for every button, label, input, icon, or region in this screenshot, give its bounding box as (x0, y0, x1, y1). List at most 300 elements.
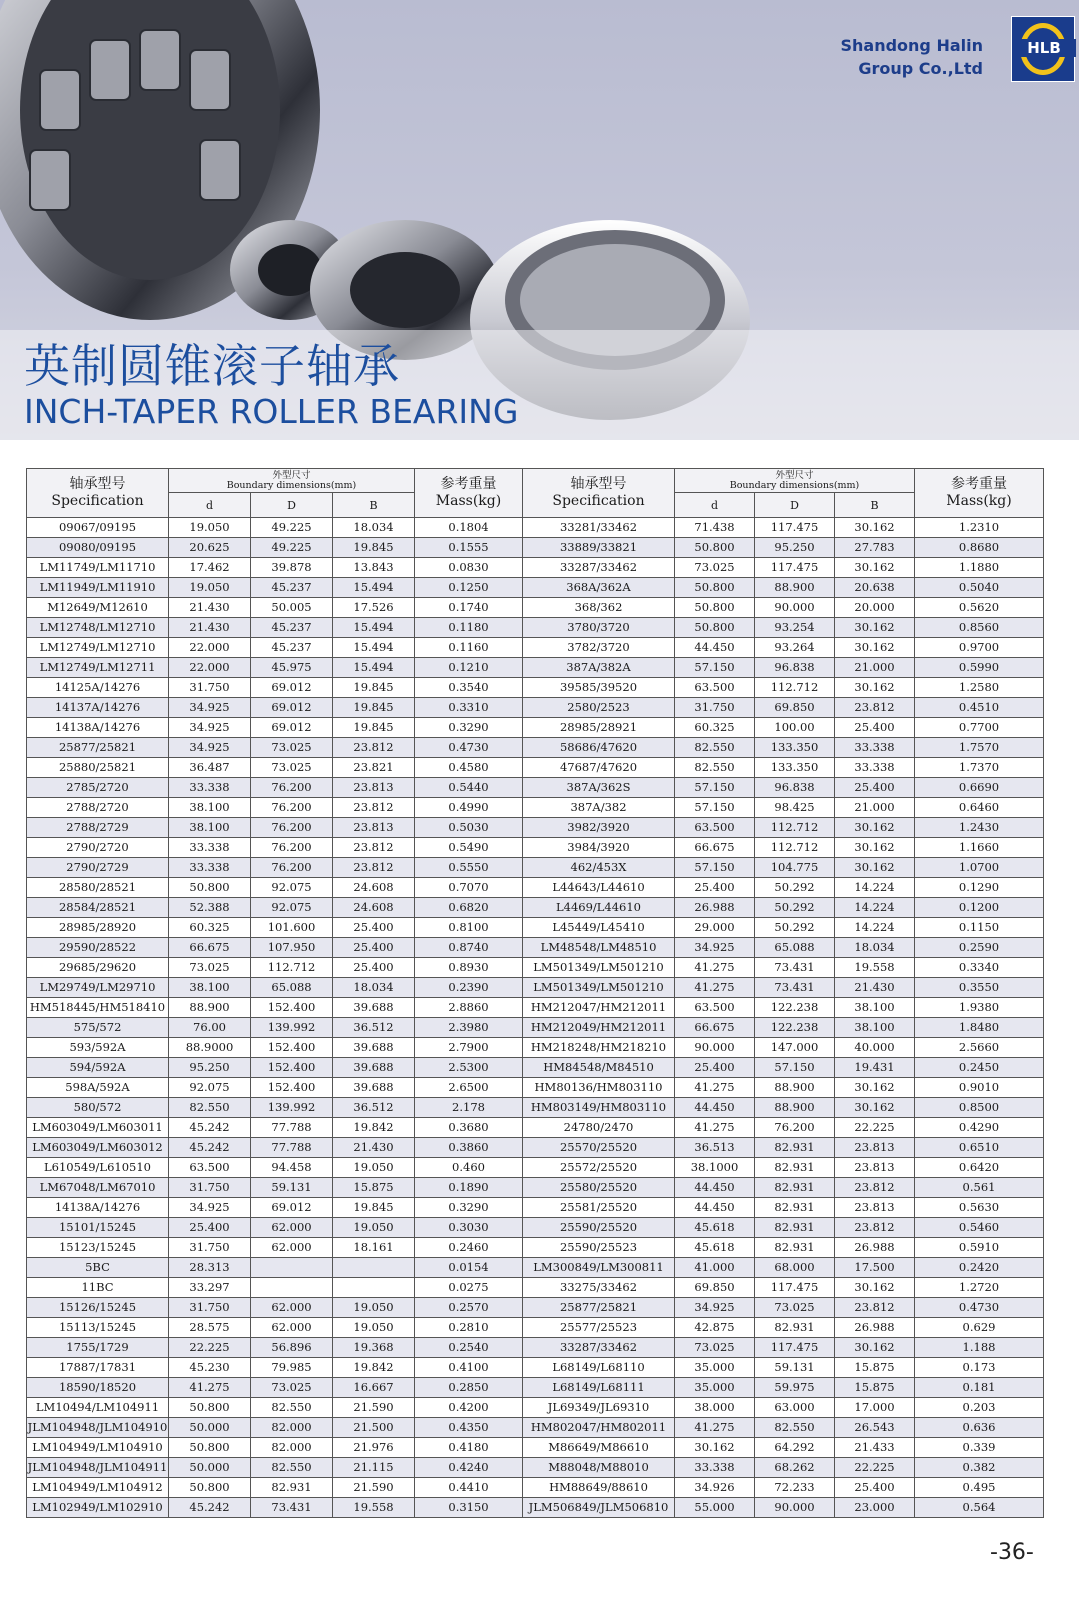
table-row (27, 818, 523, 838)
d-cell: 50.800 (675, 598, 755, 618)
mass-cell: 0.4240 (415, 1458, 523, 1478)
B-cell: 15.875 (835, 1378, 915, 1398)
B-cell: 39.688 (333, 1058, 415, 1078)
D-cell: 65.088 (251, 978, 333, 998)
spec-cell: 14125A/14276 (27, 678, 169, 698)
D-cell: 117.475 (755, 1338, 835, 1358)
mass-cell: 0.495 (915, 1478, 1044, 1498)
B-cell: 39.688 (333, 1038, 415, 1058)
table-row (27, 738, 523, 758)
d-cell: 92.075 (169, 1078, 251, 1098)
d-cell: 73.025 (675, 1338, 755, 1358)
col-d-header: d (169, 493, 251, 518)
d-cell: 42.875 (675, 1318, 755, 1338)
d-cell: 44.450 (675, 1178, 755, 1198)
D-cell: 82.000 (251, 1418, 333, 1438)
spec-cell: HM88649/88610 (523, 1478, 675, 1498)
B-cell: 15.875 (835, 1358, 915, 1378)
B-cell: 23.812 (333, 838, 415, 858)
table-row (27, 1018, 523, 1038)
d-cell: 44.450 (675, 1198, 755, 1218)
table-row (27, 1418, 523, 1438)
mass-cell: 1.2720 (915, 1278, 1044, 1298)
B-cell: 24.608 (333, 898, 415, 918)
spec-cell: L4469/L44610 (523, 898, 675, 918)
mass-cell: 0.9010 (915, 1078, 1044, 1098)
B-cell: 17.000 (835, 1398, 915, 1418)
table-row (523, 1218, 1044, 1238)
table-row (27, 1318, 523, 1338)
d-cell: 45.618 (675, 1218, 755, 1238)
spec-cell: 25877/25821 (27, 738, 169, 758)
spec-cell: 368A/362A (523, 578, 675, 598)
mass-cell: 0.6510 (915, 1138, 1044, 1158)
B-cell: 23.821 (333, 758, 415, 778)
mass-cell: 0.6420 (915, 1158, 1044, 1178)
spec-header-en: Specification (51, 493, 144, 509)
spec-cell: 28580/28521 (27, 878, 169, 898)
spec-cell: 28985/28921 (523, 718, 675, 738)
mass-cell: 0.3550 (915, 978, 1044, 998)
D-cell: 72.233 (755, 1478, 835, 1498)
spec-cell: L610549/L610510 (27, 1158, 169, 1178)
table-row (27, 1438, 523, 1458)
mass-header-cn: 参考重量 (440, 476, 497, 492)
B-cell: 23.812 (835, 1218, 915, 1238)
d-cell: 25.400 (675, 878, 755, 898)
table-row (27, 1058, 523, 1078)
mass-cell: 0.4730 (415, 738, 523, 758)
D-cell: 82.931 (755, 1238, 835, 1258)
B-cell: 20.000 (835, 598, 915, 618)
D-cell: 112.712 (755, 678, 835, 698)
mass-cell: 0.1890 (415, 1178, 523, 1198)
table-row (27, 758, 523, 778)
d-cell: 57.150 (675, 798, 755, 818)
B-cell: 33.338 (835, 758, 915, 778)
table-row (523, 738, 1044, 758)
D-cell: 77.788 (251, 1118, 333, 1138)
d-cell: 50.800 (169, 1478, 251, 1498)
d-cell: 66.675 (675, 1018, 755, 1038)
d-cell: 57.150 (675, 658, 755, 678)
table-row (27, 958, 523, 978)
spec-cell: 25880/25821 (27, 758, 169, 778)
D-cell: 152.400 (251, 998, 333, 1018)
d-cell: 90.000 (675, 1038, 755, 1058)
B-cell: 25.400 (333, 938, 415, 958)
spec-cell: 3780/3720 (523, 618, 675, 638)
B-cell: 38.100 (835, 1018, 915, 1038)
D-cell: 117.475 (755, 1278, 835, 1298)
B-cell: 30.162 (835, 1098, 915, 1118)
D-cell: 94.458 (251, 1158, 333, 1178)
spec-cell: 25590/25523 (523, 1238, 675, 1258)
d-cell: 36.513 (675, 1138, 755, 1158)
table-row (523, 1058, 1044, 1078)
mass-cell: 0.4200 (415, 1398, 523, 1418)
mass-cell: 0.2810 (415, 1318, 523, 1338)
B-cell: 30.162 (835, 518, 915, 538)
mass-cell: 0.4510 (915, 698, 1044, 718)
mass-cell: 0.5490 (415, 838, 523, 858)
d-cell: 41.275 (675, 1078, 755, 1098)
mass-cell: 0.5990 (915, 658, 1044, 678)
hlb-logo (1011, 16, 1075, 82)
spec-cell: 58686/47620 (523, 738, 675, 758)
B-cell: 30.162 (835, 1338, 915, 1358)
spec-cell: 3782/3720 (523, 638, 675, 658)
D-cell: 62.000 (251, 1218, 333, 1238)
mass-cell: 0.3340 (915, 958, 1044, 978)
spec-cell: LM29749/LM29710 (27, 978, 169, 998)
d-cell: 50.800 (675, 578, 755, 598)
spec-cell: LM12749/LM12710 (27, 638, 169, 658)
table-row (523, 1398, 1044, 1418)
d-cell: 41.275 (675, 978, 755, 998)
D-cell: 77.788 (251, 1138, 333, 1158)
spec-cell: L68149/L68111 (523, 1378, 675, 1398)
B-cell: 30.162 (835, 818, 915, 838)
table-row (523, 1238, 1044, 1258)
B-cell: 21.115 (333, 1458, 415, 1478)
table-row (27, 1218, 523, 1238)
spec-cell: 39585/39520 (523, 678, 675, 698)
D-cell: 45.237 (251, 578, 333, 598)
table-row (27, 518, 523, 538)
spec-cell: HM518445/HM518410 (27, 998, 169, 1018)
D-cell: 112.712 (755, 838, 835, 858)
table-row (27, 718, 523, 738)
mass-cell: 0.0154 (415, 1258, 523, 1278)
D-cell: 59.131 (251, 1178, 333, 1198)
mass-cell: 0.1150 (915, 918, 1044, 938)
D-cell: 112.712 (251, 958, 333, 978)
B-cell: 19.558 (333, 1498, 415, 1518)
mass-cell: 0.2450 (915, 1058, 1044, 1078)
spec-cell: 1755/1729 (27, 1338, 169, 1358)
table-row (523, 518, 1044, 538)
table-row (523, 798, 1044, 818)
spec-header (523, 469, 675, 518)
table-row (523, 1378, 1044, 1398)
mass-cell: 0.3290 (415, 1198, 523, 1218)
D-cell: 50.005 (251, 598, 333, 618)
B-cell: 30.162 (835, 638, 915, 658)
mass-cell: 1.2580 (915, 678, 1044, 698)
mass-cell: 0.7070 (415, 878, 523, 898)
d-cell: 88.900 (169, 998, 251, 1018)
spec-cell: HM803149/HM803110 (523, 1098, 675, 1118)
dims-header-cn: 外型尺寸 (272, 469, 311, 481)
B-cell: 19.845 (333, 678, 415, 698)
D-cell: 133.350 (755, 758, 835, 778)
d-cell: 34.925 (675, 1298, 755, 1318)
spec-cell: 15101/15245 (27, 1218, 169, 1238)
table-row (523, 1098, 1044, 1118)
D-cell: 93.264 (755, 638, 835, 658)
table-row (523, 1418, 1044, 1438)
D-cell: 82.931 (251, 1478, 333, 1498)
d-cell: 34.925 (169, 1198, 251, 1218)
table-row (523, 1038, 1044, 1058)
B-cell: 30.162 (835, 1078, 915, 1098)
table-row (523, 758, 1044, 778)
spec-cell: 25581/25520 (523, 1198, 675, 1218)
table-row (27, 698, 523, 718)
B-cell: 19.842 (333, 1118, 415, 1138)
d-cell: 34.925 (169, 738, 251, 758)
d-cell: 30.162 (675, 1438, 755, 1458)
spec-cell: 25577/25523 (523, 1318, 675, 1338)
table-row (523, 898, 1044, 918)
B-cell: 30.162 (835, 618, 915, 638)
D-cell: 69.012 (251, 718, 333, 738)
table-row (27, 1158, 523, 1178)
mass-cell: 2.178 (415, 1098, 523, 1118)
spec-cell: 33275/33462 (523, 1278, 675, 1298)
D-cell: 147.000 (755, 1038, 835, 1058)
mass-cell: 0.5030 (415, 818, 523, 838)
B-cell: 23.812 (835, 1178, 915, 1198)
d-cell: 25.400 (675, 1058, 755, 1078)
spec-cell: LM501349/LM501210 (523, 978, 675, 998)
d-cell: 31.750 (169, 1298, 251, 1318)
col-B-header: B (835, 493, 915, 518)
B-cell: 19.050 (333, 1158, 415, 1178)
table-row (27, 1198, 523, 1218)
d-cell: 33.297 (169, 1278, 251, 1298)
D-cell: 45.975 (251, 658, 333, 678)
D-cell: 57.150 (755, 1058, 835, 1078)
D-cell: 122.238 (755, 1018, 835, 1038)
D-cell: 90.000 (755, 1498, 835, 1518)
B-cell: 21.000 (835, 658, 915, 678)
B-cell: 15.494 (333, 638, 415, 658)
spec-cell: 387A/382A (523, 658, 675, 678)
table-row (523, 1358, 1044, 1378)
table-row (523, 598, 1044, 618)
B-cell: 19.050 (333, 1318, 415, 1338)
mass-cell: 2.6500 (415, 1078, 523, 1098)
mass-header-cn: 参考重量 (951, 476, 1007, 492)
spec-header-cn: 轴承型号 (570, 476, 627, 492)
d-cell: 38.000 (675, 1398, 755, 1418)
spec-cell: 25572/25520 (523, 1158, 675, 1178)
spec-cell: HM80136/HM803110 (523, 1078, 675, 1098)
d-cell: 35.000 (675, 1358, 755, 1378)
B-cell: 23.812 (333, 858, 415, 878)
D-cell: 82.000 (251, 1438, 333, 1458)
B-cell: 23.813 (835, 1198, 915, 1218)
D-cell: 73.431 (755, 958, 835, 978)
D-cell: 62.000 (251, 1318, 333, 1338)
d-cell: 21.430 (169, 598, 251, 618)
d-cell: 41.275 (169, 1378, 251, 1398)
spec-cell: 2788/2729 (27, 818, 169, 838)
d-cell: 76.00 (169, 1018, 251, 1038)
d-cell: 38.1000 (675, 1158, 755, 1178)
mass-cell: 0.2570 (415, 1298, 523, 1318)
B-cell: 26.543 (835, 1418, 915, 1438)
spec-cell: JLM506849/JLM506810 (523, 1498, 675, 1518)
d-cell: 28.575 (169, 1318, 251, 1338)
mass-cell: 0.339 (915, 1438, 1044, 1458)
B-cell: 23.000 (835, 1498, 915, 1518)
mass-cell: 0.8560 (915, 618, 1044, 638)
spec-cell: HM212049/HM212011 (523, 1018, 675, 1038)
d-cell: 34.925 (675, 938, 755, 958)
B-cell: 14.224 (835, 918, 915, 938)
table-row (523, 1498, 1044, 1518)
table-row (523, 1438, 1044, 1458)
table-row (523, 1298, 1044, 1318)
d-cell: 45.242 (169, 1118, 251, 1138)
B-cell: 25.400 (333, 958, 415, 978)
table-row (523, 878, 1044, 898)
table-row (27, 998, 523, 1018)
B-cell (333, 1258, 415, 1278)
mass-cell: 0.4290 (915, 1118, 1044, 1138)
mass-cell: 0.7700 (915, 718, 1044, 738)
D-cell: 59.975 (755, 1378, 835, 1398)
spec-cell: L44643/L44610 (523, 878, 675, 898)
D-cell: 82.931 (755, 1198, 835, 1218)
B-cell: 30.162 (835, 558, 915, 578)
spec-cell: 29590/28522 (27, 938, 169, 958)
mass-cell: 0.6820 (415, 898, 523, 918)
D-cell (251, 1258, 333, 1278)
B-cell: 36.512 (333, 1098, 415, 1118)
spec-cell: HM212047/HM212011 (523, 998, 675, 1018)
D-cell: 62.000 (251, 1238, 333, 1258)
spec-cell: 575/572 (27, 1018, 169, 1038)
d-cell: 60.325 (169, 918, 251, 938)
mass-cell: 0.3030 (415, 1218, 523, 1238)
table-row (523, 978, 1044, 998)
table-row (27, 538, 523, 558)
spec-cell: LM102949/LM102910 (27, 1498, 169, 1518)
B-cell: 17.526 (333, 598, 415, 618)
spec-cell: LM12748/LM12710 (27, 618, 169, 638)
mass-cell: 0.5910 (915, 1238, 1044, 1258)
D-cell: 63.000 (755, 1398, 835, 1418)
mass-cell: 0.8930 (415, 958, 523, 978)
table-row (523, 778, 1044, 798)
d-cell: 50.000 (169, 1458, 251, 1478)
mass-cell: 0.4990 (415, 798, 523, 818)
D-cell: 64.292 (755, 1438, 835, 1458)
spec-cell: 09067/09195 (27, 518, 169, 538)
d-cell: 25.400 (169, 1218, 251, 1238)
spec-cell: LM48548/LM48510 (523, 938, 675, 958)
table-row (523, 998, 1044, 1018)
d-cell: 28.313 (169, 1258, 251, 1278)
dims-header (675, 469, 915, 493)
B-cell: 21.976 (333, 1438, 415, 1458)
D-cell: 112.712 (755, 818, 835, 838)
mass-cell: 0.3290 (415, 718, 523, 738)
spec-cell: 15123/15245 (27, 1238, 169, 1258)
D-cell: 96.838 (755, 778, 835, 798)
mass-cell: 0.2850 (415, 1378, 523, 1398)
mass-cell: 0.3310 (415, 698, 523, 718)
d-cell: 33.338 (675, 1458, 755, 1478)
table-row (523, 1338, 1044, 1358)
B-cell: 19.845 (333, 1198, 415, 1218)
B-cell: 18.034 (333, 518, 415, 538)
table-row (27, 798, 523, 818)
B-cell: 23.813 (333, 778, 415, 798)
table-row (523, 1118, 1044, 1138)
table-row (27, 778, 523, 798)
spec-cell: 47687/47620 (523, 758, 675, 778)
dims-header-cn: 外型尺寸 (775, 469, 814, 481)
d-cell: 34.925 (169, 718, 251, 738)
spec-table-right-body (523, 518, 1044, 1518)
d-cell: 57.150 (675, 858, 755, 878)
d-cell: 50.000 (169, 1418, 251, 1438)
spec-cell: 387A/382 (523, 798, 675, 818)
mass-cell: 0.5460 (915, 1218, 1044, 1238)
B-cell: 38.100 (835, 998, 915, 1018)
B-cell: 21.590 (333, 1398, 415, 1418)
D-cell: 98.425 (755, 798, 835, 818)
table-row (523, 938, 1044, 958)
B-cell: 24.608 (333, 878, 415, 898)
table-row (523, 658, 1044, 678)
mass-cell: 0.2540 (415, 1338, 523, 1358)
d-cell: 17.462 (169, 558, 251, 578)
mass-header (415, 469, 523, 518)
mass-cell: 1.7370 (915, 758, 1044, 778)
table-row (27, 1478, 523, 1498)
spec-cell: 462/453X (523, 858, 675, 878)
d-cell: 50.800 (675, 618, 755, 638)
mass-cell: 0.1804 (415, 518, 523, 538)
spec-cell: 2790/2720 (27, 838, 169, 858)
B-cell: 19.845 (333, 718, 415, 738)
d-cell: 29.000 (675, 918, 755, 938)
B-cell: 40.000 (835, 1038, 915, 1058)
table-row (27, 978, 523, 998)
d-cell: 73.025 (169, 958, 251, 978)
mass-cell: 0.636 (915, 1418, 1044, 1438)
B-cell: 23.812 (835, 1298, 915, 1318)
table-row (27, 1498, 523, 1518)
mass-cell: 0.0830 (415, 558, 523, 578)
mass-cell: 1.188 (915, 1338, 1044, 1358)
B-cell: 15.494 (333, 618, 415, 638)
B-cell: 16.667 (333, 1378, 415, 1398)
spec-cell: 2788/2720 (27, 798, 169, 818)
spec-cell: 14137A/14276 (27, 698, 169, 718)
d-cell: 63.500 (675, 818, 755, 838)
B-cell: 39.688 (333, 1078, 415, 1098)
spec-cell: LM603049/LM603011 (27, 1118, 169, 1138)
D-cell: 122.238 (755, 998, 835, 1018)
B-cell: 21.430 (333, 1138, 415, 1158)
D-cell: 56.896 (251, 1338, 333, 1358)
d-cell: 50.800 (169, 1398, 251, 1418)
D-cell: 39.878 (251, 558, 333, 578)
mass-cell: 0.1290 (915, 878, 1044, 898)
D-cell: 76.200 (251, 798, 333, 818)
mass-cell: 0.1555 (415, 538, 523, 558)
table-row (523, 918, 1044, 938)
D-cell: 49.225 (251, 538, 333, 558)
d-cell: 60.325 (675, 718, 755, 738)
